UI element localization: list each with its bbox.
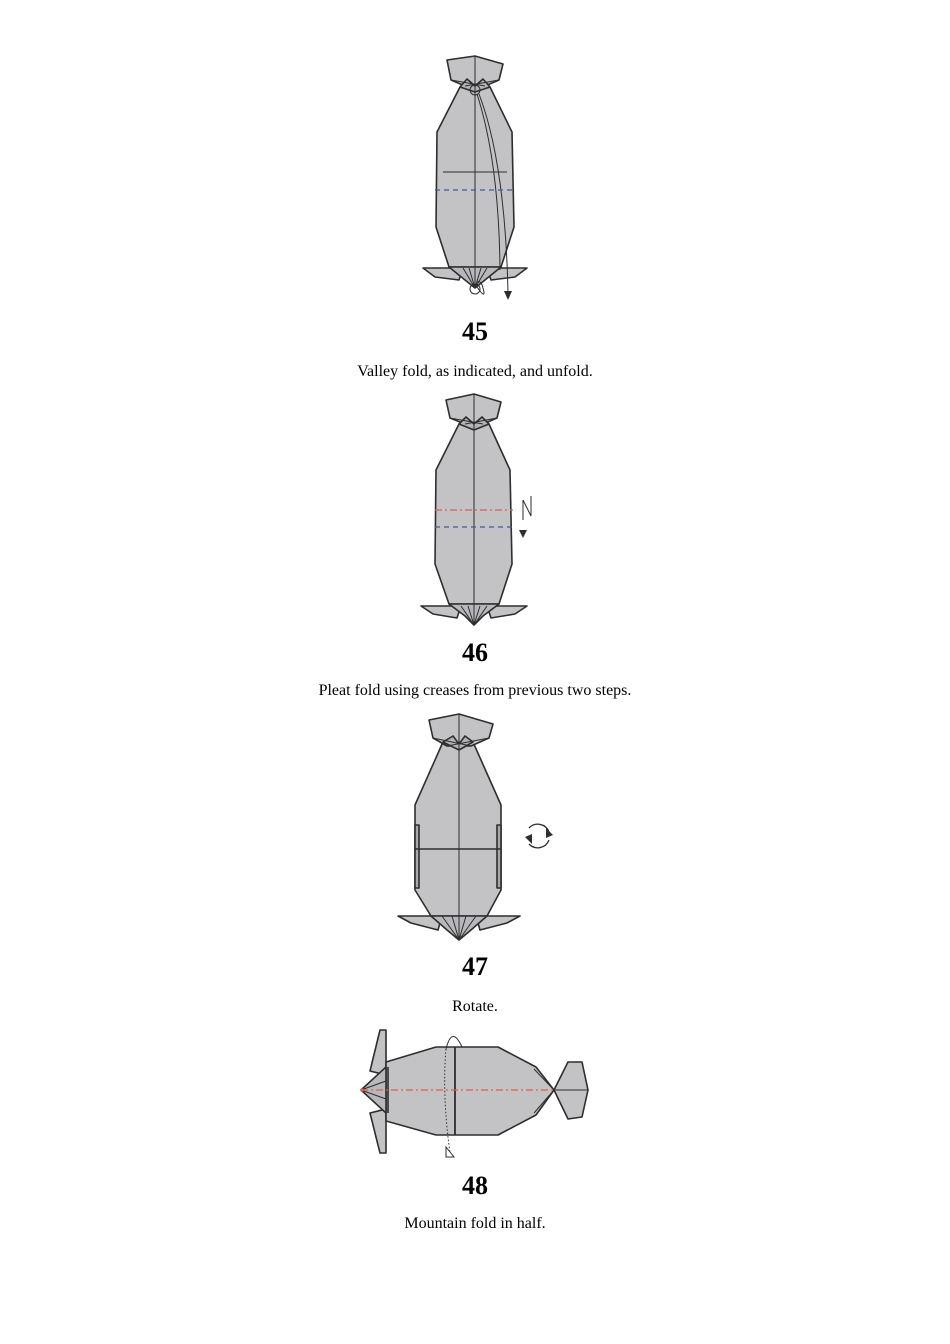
- step-number: 48: [462, 1171, 488, 1200]
- step-caption: Pleat fold using creases from previous two steps.: [318, 682, 632, 699]
- step-number: 47: [462, 952, 488, 981]
- step-46-diagram: [415, 392, 540, 627]
- step-48-diagram: [358, 1025, 598, 1165]
- step-caption: Rotate.: [452, 998, 498, 1015]
- step-47-diagram: [395, 710, 565, 945]
- step-number: 45: [462, 317, 488, 346]
- step-caption: Mountain fold in half.: [404, 1215, 546, 1232]
- step-45-diagram: [415, 52, 535, 307]
- step-number: 46: [462, 638, 488, 667]
- rotate-icon: [525, 824, 553, 848]
- step-caption: Valley fold, as indicated, and unfold.: [357, 363, 593, 380]
